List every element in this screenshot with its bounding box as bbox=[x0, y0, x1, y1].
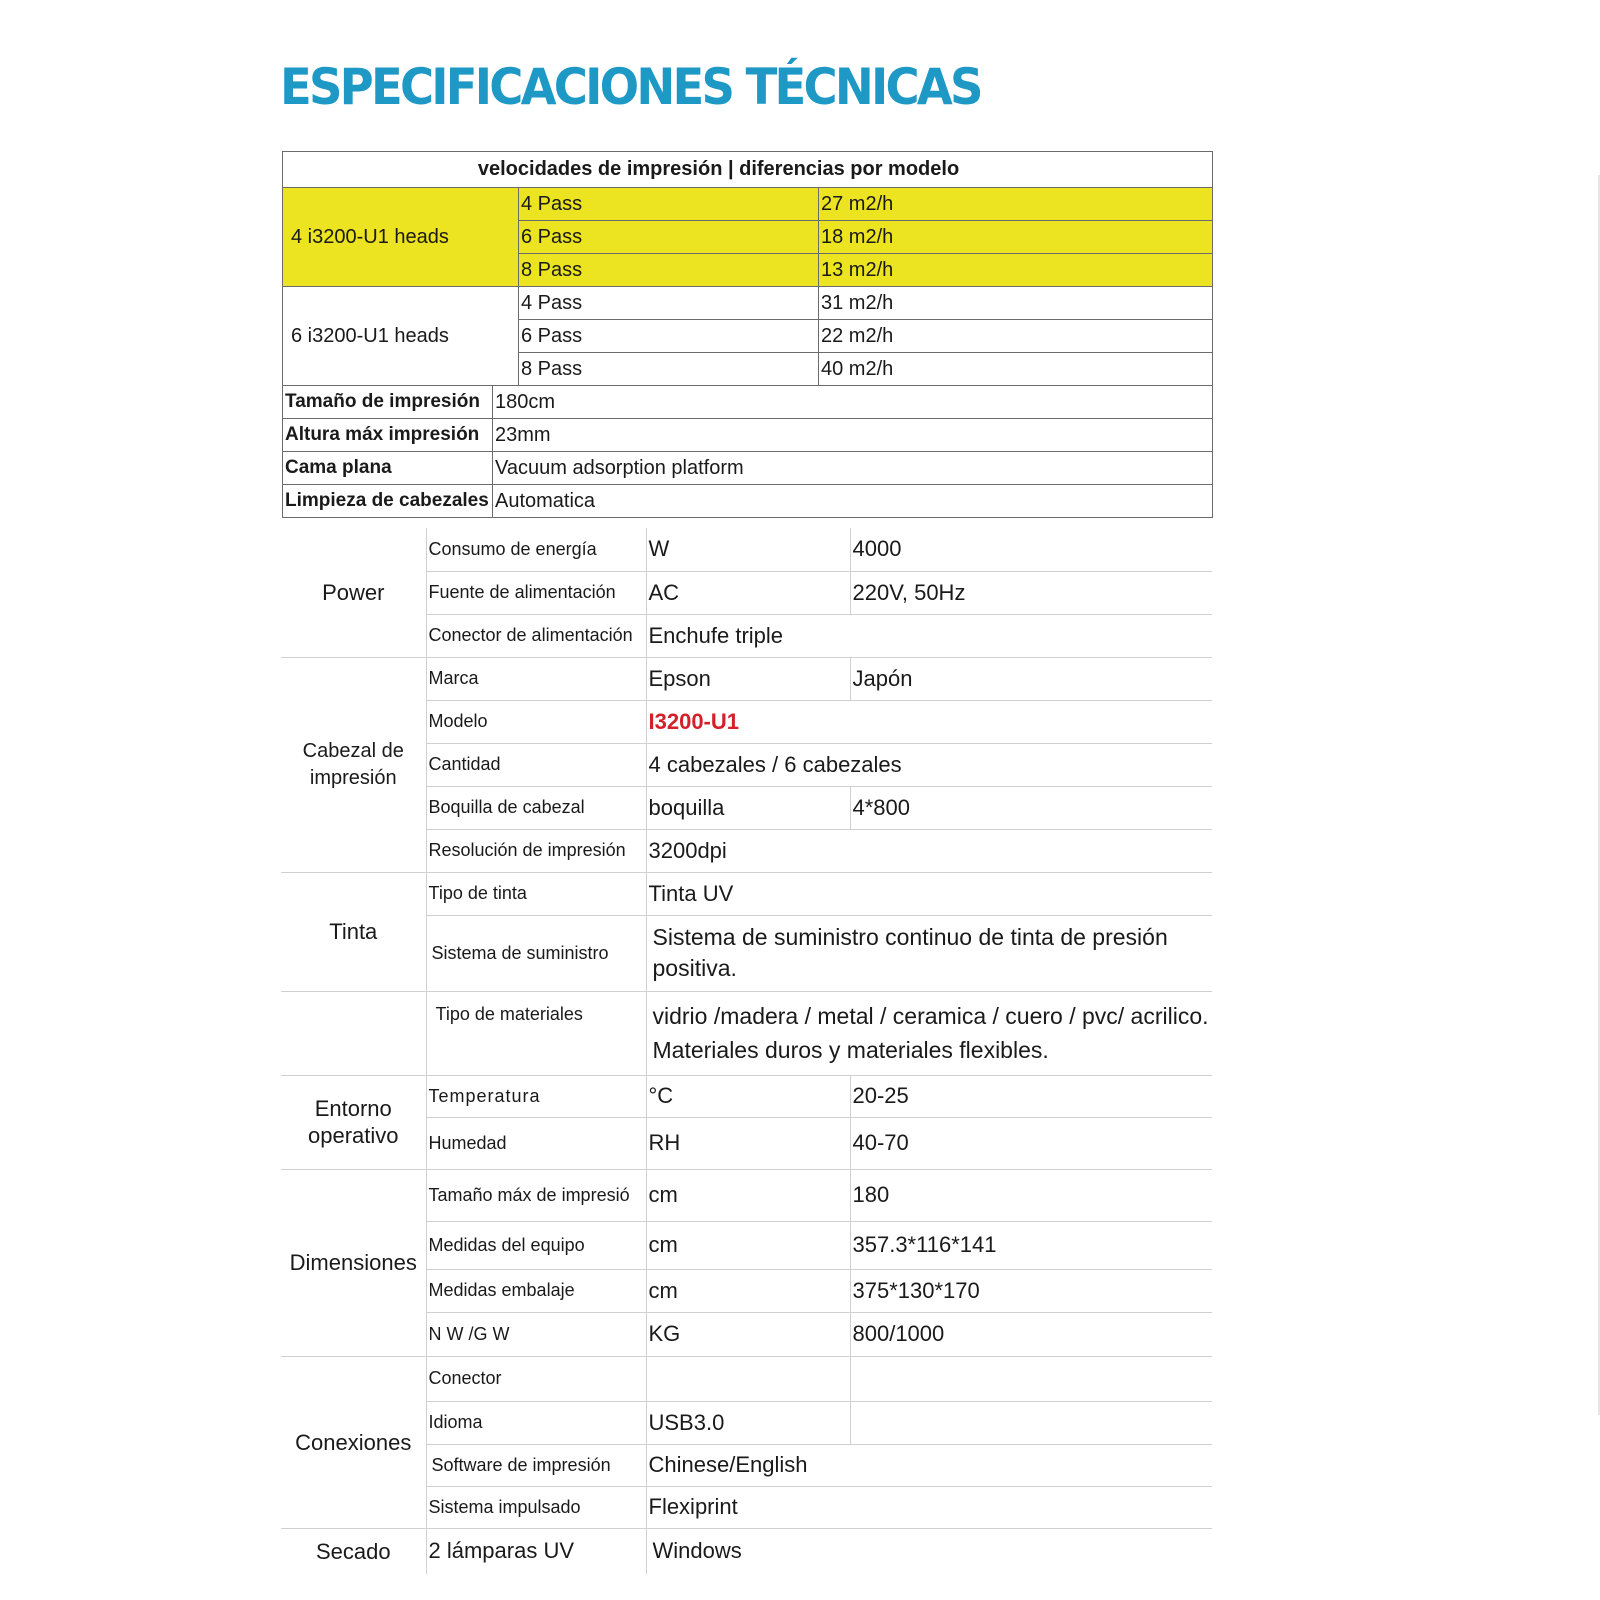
table-row bbox=[283, 419, 1213, 452]
spec-value: Flexiprint bbox=[646, 1486, 1212, 1528]
spec-label: Boquilla de cabezal bbox=[426, 786, 646, 829]
empty-cell bbox=[281, 991, 426, 1075]
spec-label: Conector de alimentación bbox=[426, 614, 646, 657]
spec-label: Sistema impulsado bbox=[426, 1486, 646, 1528]
print-speed-table bbox=[282, 151, 1213, 518]
spec-label: Consumo de energía bbox=[426, 528, 646, 571]
spec-value: Enchufe triple bbox=[646, 614, 1212, 657]
pass-cell: 8 Pass bbox=[519, 254, 819, 287]
speed-cell: 18 m2/h bbox=[819, 221, 1213, 254]
spec-label: Conector bbox=[426, 1356, 646, 1401]
spec-value: 800/1000 bbox=[850, 1312, 1212, 1356]
spec-value: 180 bbox=[850, 1169, 1212, 1221]
spec-value: 4*800 bbox=[850, 786, 1212, 829]
table-row bbox=[283, 188, 1213, 221]
spec-label: Cama plana bbox=[283, 452, 493, 485]
table-row bbox=[283, 287, 1213, 320]
group-connections: Conexiones bbox=[281, 1356, 426, 1528]
empty-cell bbox=[850, 1356, 1212, 1401]
group-dimensions: Dimensiones bbox=[281, 1169, 426, 1356]
spec-unit: cm bbox=[646, 1269, 850, 1312]
spec-label: N W /G W bbox=[426, 1312, 646, 1356]
spec-unit bbox=[646, 1356, 850, 1401]
spec-unit: Epson bbox=[646, 657, 850, 700]
spec-value: 4000 bbox=[850, 528, 1212, 571]
spec-unit: cm bbox=[646, 1221, 850, 1269]
table-row bbox=[281, 872, 1212, 915]
table-row bbox=[283, 386, 1213, 419]
table-row bbox=[281, 1528, 1212, 1574]
spec-label: Resolución de impresión bbox=[426, 829, 646, 872]
model-6-heads-label: 6 i3200-U1 heads bbox=[283, 287, 519, 386]
spec-value: Automatica bbox=[493, 485, 1213, 518]
spec-value: Chinese/English bbox=[646, 1444, 1212, 1486]
spec-label: Tipo de tinta bbox=[426, 872, 646, 915]
table-row bbox=[281, 528, 1212, 571]
table-row bbox=[283, 485, 1213, 518]
model-4-heads-label: 4 i3200-U1 heads bbox=[283, 188, 519, 287]
spec-value: 375*130*170 bbox=[850, 1269, 1212, 1312]
spec-label: Idioma bbox=[426, 1401, 646, 1444]
spec-value: 20-25 bbox=[850, 1075, 1212, 1117]
group-ink: Tinta bbox=[281, 872, 426, 991]
spec-value: 220V, 50Hz bbox=[850, 571, 1212, 614]
page-title: ESPECIFICACIONES TÉCNICAS bbox=[280, 58, 981, 116]
spec-value: Japón bbox=[850, 657, 1212, 700]
spec-value: Vacuum adsorption platform bbox=[493, 452, 1213, 485]
spec-unit: AC bbox=[646, 571, 850, 614]
spec-unit: KG bbox=[646, 1312, 850, 1356]
spec-value: 4 cabezales / 6 cabezales bbox=[646, 743, 1212, 786]
table-row bbox=[283, 452, 1213, 485]
spec-label: Sistema de suministro bbox=[426, 915, 646, 991]
table-row bbox=[281, 1356, 1212, 1401]
spec-label: Limpieza de cabezales bbox=[283, 485, 493, 518]
speed-cell: 22 m2/h bbox=[819, 320, 1213, 353]
spec-unit: cm bbox=[646, 1169, 850, 1221]
spec-value: Sistema de suministro continuo de tinta de presión positiva. bbox=[646, 915, 1212, 991]
pass-cell: 6 Pass bbox=[519, 221, 819, 254]
model-value: I3200-U1 bbox=[646, 700, 1212, 743]
group-printhead: Cabezal de impresión bbox=[281, 657, 426, 872]
table-row bbox=[281, 991, 1212, 1075]
spec-label: Tamaño de impresión bbox=[283, 386, 493, 419]
spec-table bbox=[281, 528, 1212, 1574]
speed-table-header: velocidades de impresión | diferencias por modelo bbox=[283, 152, 1213, 188]
spec-value: 40-70 bbox=[850, 1117, 1212, 1169]
spec-value: 180cm bbox=[493, 386, 1213, 419]
spec-label: Altura máx impresión bbox=[283, 419, 493, 452]
group-power: Power bbox=[281, 528, 426, 657]
spec-label: Marca bbox=[426, 657, 646, 700]
pass-cell: 4 Pass bbox=[519, 287, 819, 320]
spec-label: Fuente de alimentación bbox=[426, 571, 646, 614]
spec-value: Tinta UV bbox=[646, 872, 1212, 915]
spec-label: Tipo de materiales bbox=[426, 991, 646, 1075]
spec-label: Medidas del equipo bbox=[426, 1221, 646, 1269]
spec-value: Windows bbox=[652, 1538, 742, 1564]
spec-value: vidrio /madera / metal / ceramica / cuero / pvc/ acrilico. Materiales duros y materiales flexibles. bbox=[646, 991, 1212, 1075]
pass-cell: 4 Pass bbox=[519, 188, 819, 221]
table-row bbox=[281, 657, 1212, 700]
spec-value: USB3.0 bbox=[646, 1401, 850, 1444]
spec-unit: W bbox=[646, 528, 850, 571]
table-row bbox=[281, 1075, 1212, 1117]
spec-value: 23mm bbox=[493, 419, 1213, 452]
speed-cell: 40 m2/h bbox=[819, 353, 1213, 386]
empty-cell bbox=[850, 1401, 1212, 1444]
spec-unit: RH bbox=[646, 1117, 850, 1169]
speed-cell: 31 m2/h bbox=[819, 287, 1213, 320]
spec-label: Cantidad bbox=[426, 743, 646, 786]
spec-value: 3200dpi bbox=[646, 829, 1212, 872]
spec-label: Modelo bbox=[426, 700, 646, 743]
spec-label: Tamaño máx de impresió bbox=[426, 1169, 646, 1221]
spec-value: 357.3*116*141 bbox=[850, 1221, 1212, 1269]
spec-label: Medidas embalaje bbox=[426, 1269, 646, 1312]
speed-cell: 27 m2/h bbox=[819, 188, 1213, 221]
spec-unit: boquilla bbox=[646, 786, 850, 829]
speed-cell: 13 m2/h bbox=[819, 254, 1213, 287]
group-drying: Secado bbox=[281, 1528, 426, 1574]
spec-unit: °C bbox=[646, 1075, 850, 1117]
spec-label: 2 lámparas UV bbox=[426, 1528, 646, 1574]
pass-cell: 8 Pass bbox=[519, 353, 819, 386]
spec-label: Temperatura bbox=[426, 1075, 646, 1117]
table-row bbox=[281, 1169, 1212, 1221]
spec-label: Humedad bbox=[426, 1117, 646, 1169]
group-environment: Entorno operativo bbox=[281, 1075, 426, 1169]
spec-label: Software de impresión bbox=[426, 1444, 646, 1486]
pass-cell: 6 Pass bbox=[519, 320, 819, 353]
